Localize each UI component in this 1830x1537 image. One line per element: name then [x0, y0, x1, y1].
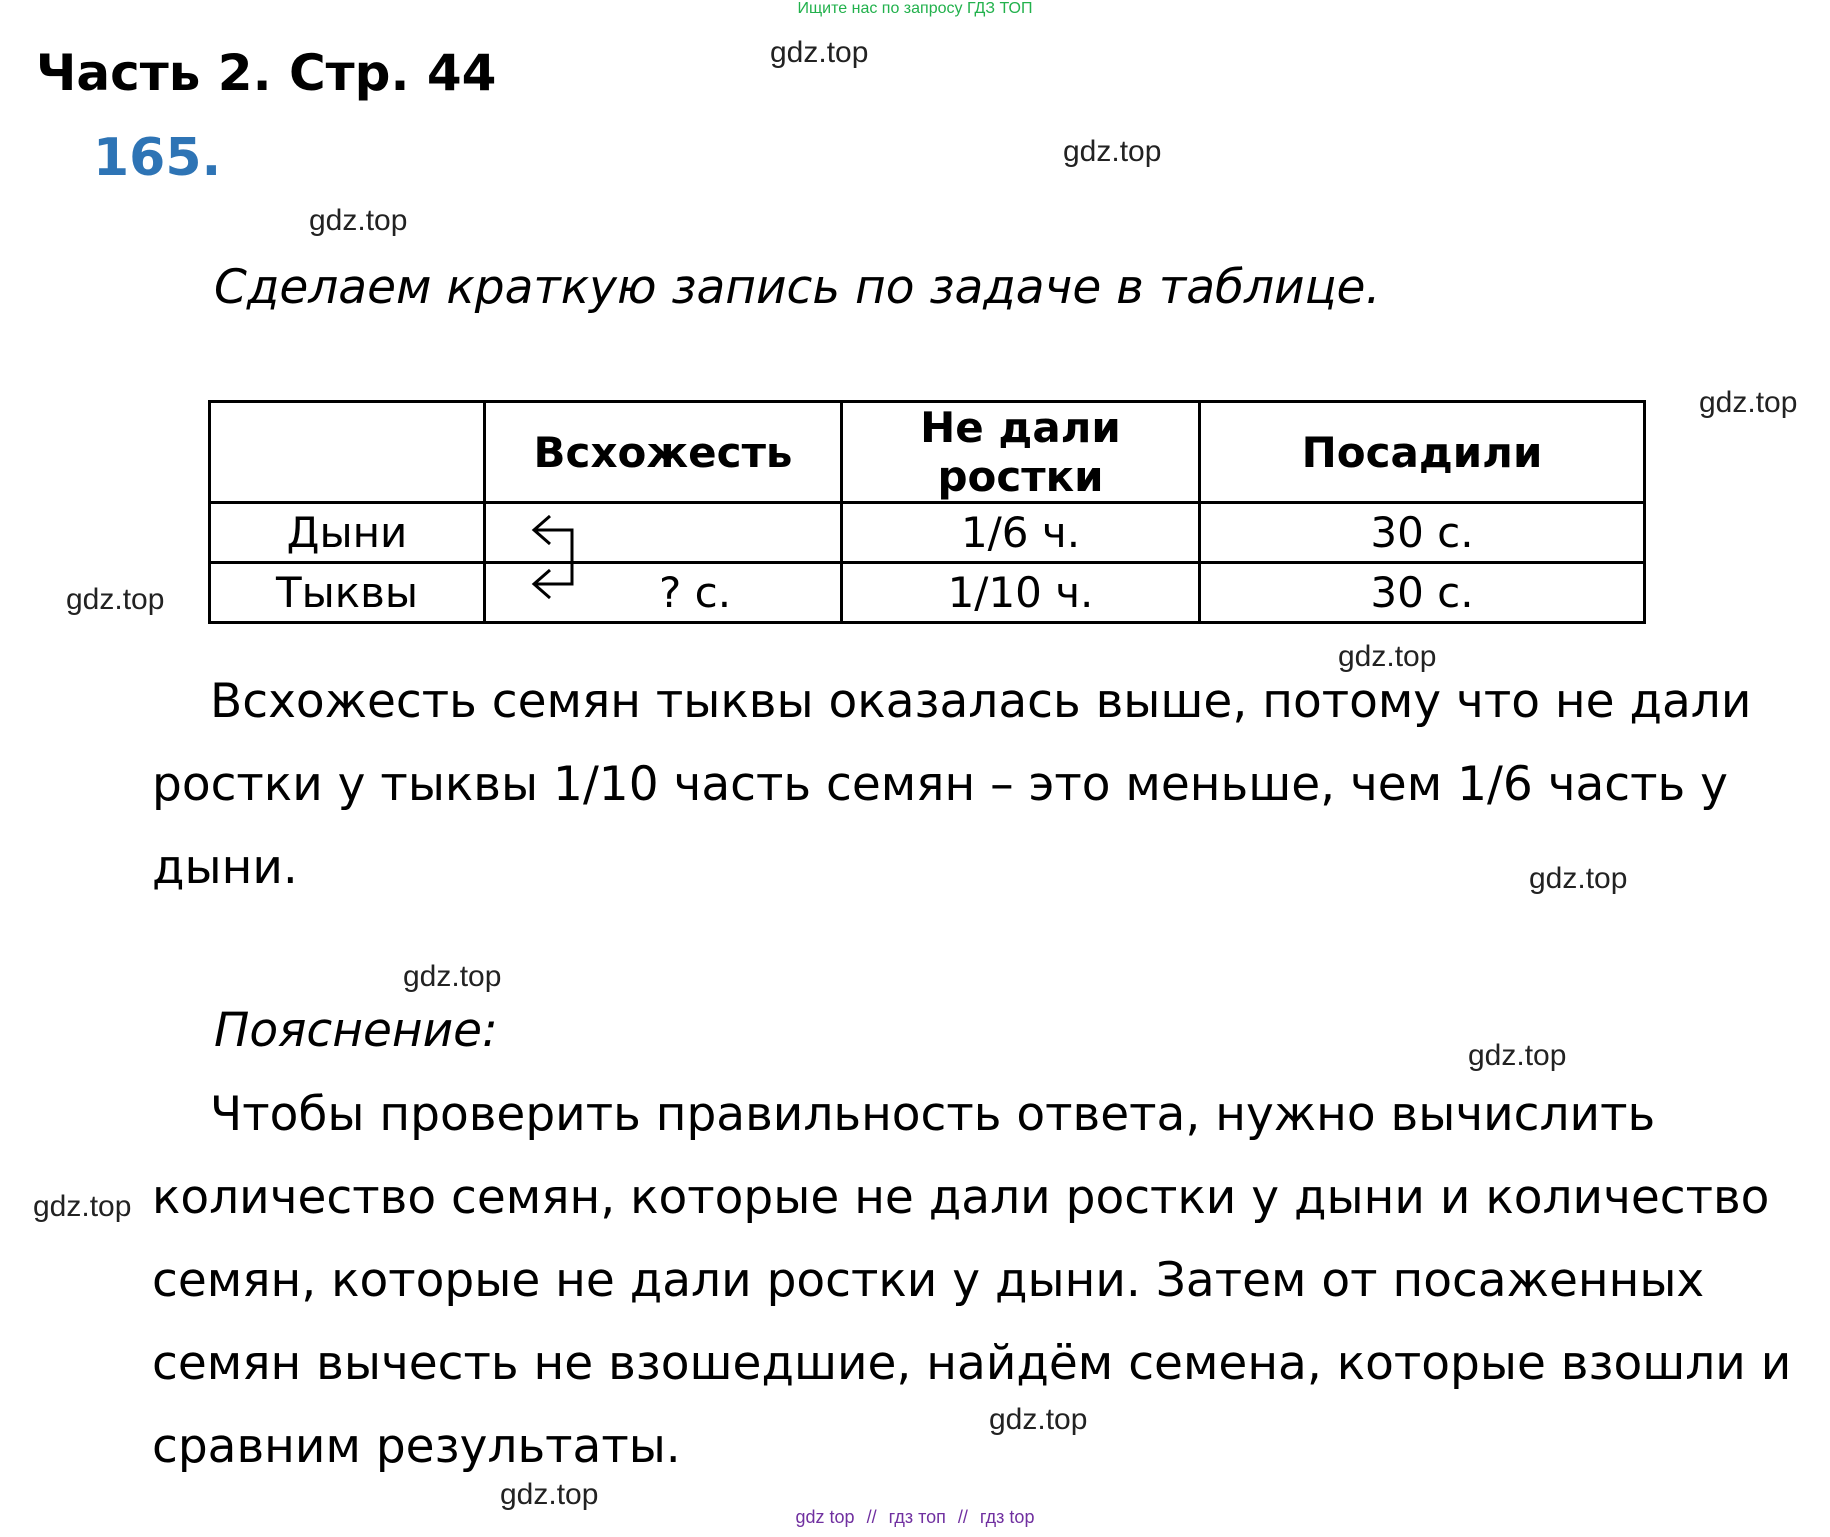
not-sprouted-cell: 1/10 ч. [842, 563, 1200, 623]
bracket-arrow-icon [486, 504, 840, 618]
table-header-row [210, 402, 1645, 503]
watermark: gdz.top [33, 1190, 132, 1223]
answer-text: Всхожесть семян тыквы оказалась выше, потому что не дали ростки у тыквы 1/10 часть семян – это меньше, чем 1/6 часть у дыни. [152, 674, 1752, 895]
watermark: gdz.top [66, 583, 165, 616]
planted-cell: 30 с. [1200, 563, 1645, 623]
watermark: gdz.top [1529, 862, 1628, 895]
watermark: gdz.top [1338, 640, 1437, 673]
table-header-cell [210, 402, 485, 503]
footer-link[interactable]: gdz top [795, 1507, 855, 1527]
germination-cell [485, 503, 842, 563]
watermark: gdz.top [989, 1403, 1088, 1436]
not-sprouted-cell: 1/6 ч. [842, 503, 1200, 563]
footer-link[interactable]: гдз топ [888, 1507, 946, 1527]
explanation-heading: Пояснение: [214, 1003, 498, 1058]
table-row [210, 563, 1645, 623]
table-header-cell: Посадили [1200, 402, 1645, 503]
intro-text: Сделаем краткую запись по задаче в таблице. [214, 260, 1381, 315]
germination-value: ? с. [658, 568, 732, 617]
explanation-text: Чтобы проверить правильность ответа, нужно вычислить количество семян, которые не дали ростки у дыни и количество семян, которые не дали ростки у дыни. Затем от посаженных семян вычесть не взошедшие, найдём семена, которые взошли и сравним результаты. [152, 1087, 1792, 1474]
table-header-cell: Не дали ростки [842, 402, 1200, 503]
watermark: gdz.top [770, 36, 869, 69]
page-title: Часть 2. Стр. 44 [36, 44, 497, 102]
footer-links [0, 1507, 1830, 1528]
watermark: gdz.top [1063, 135, 1162, 168]
table-header-cell: Всхожесть [485, 402, 842, 503]
watermark: gdz.top [1699, 386, 1798, 419]
row-label: Тыквы [210, 563, 485, 623]
table-row [210, 503, 1645, 563]
summary-table [208, 400, 1646, 624]
watermark: gdz.top [500, 1478, 599, 1511]
footer-separator: // [866, 1507, 877, 1527]
watermark: gdz.top [403, 960, 502, 993]
watermark: gdz.top [1468, 1039, 1567, 1072]
row-label: Дыни [210, 503, 485, 563]
top-banner[interactable]: Ищите нас по запросу ГДЗ ТОП [797, 0, 1033, 17]
explanation-paragraph [152, 1073, 1812, 1488]
planted-cell: 30 с. [1200, 503, 1645, 563]
task-number: 165. [93, 128, 222, 188]
watermark: gdz.top [309, 204, 408, 237]
footer-link[interactable]: гдз top [979, 1507, 1035, 1527]
footer-separator: // [957, 1507, 968, 1527]
